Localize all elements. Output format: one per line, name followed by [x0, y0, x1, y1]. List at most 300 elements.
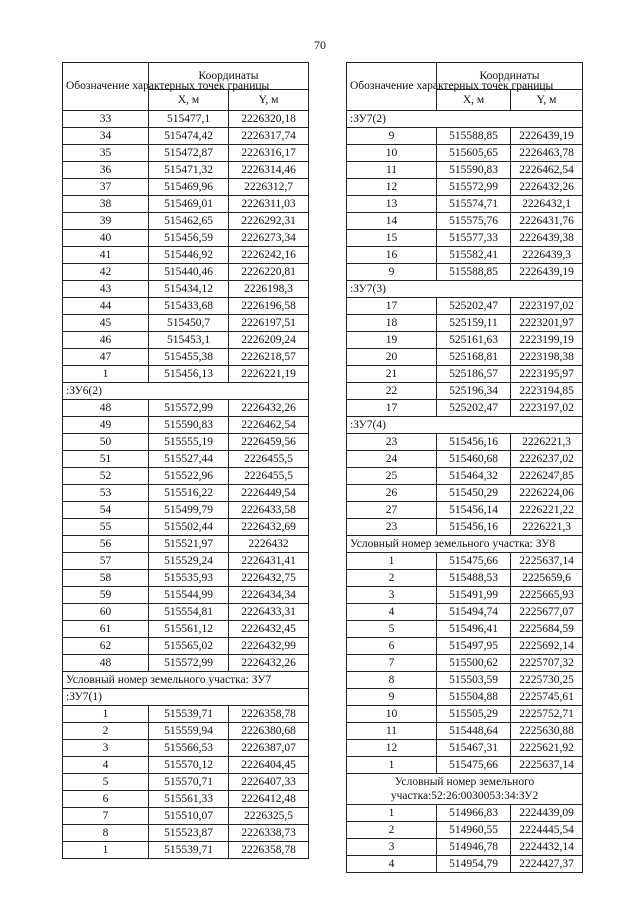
x-coordinate: 514946,78: [437, 839, 511, 856]
x-coordinate: 515500,62: [437, 655, 511, 672]
table-row: [63, 621, 309, 638]
y-coordinate: 2223197,02: [511, 298, 583, 315]
table-body: [63, 111, 309, 859]
y-coordinate: 2225659,6: [511, 570, 583, 587]
point-number: 5: [347, 621, 437, 638]
y-coordinate: 2226209,24: [229, 332, 309, 349]
x-coordinate: 515456,16: [437, 519, 511, 536]
x-coordinate: 515456,13: [149, 366, 229, 383]
y-coordinate: 2226198,3: [229, 281, 309, 298]
point-number: 51: [63, 451, 149, 468]
x-coordinate: 515590,83: [437, 162, 511, 179]
section-label: Условный номер земельного участка: ЗУ8: [347, 536, 583, 553]
table-row: [347, 553, 583, 570]
x-coordinate: 515577,33: [437, 230, 511, 247]
point-number: 34: [63, 128, 149, 145]
x-coordinate: 515491,99: [437, 587, 511, 604]
x-coordinate: 515521,97: [149, 536, 229, 553]
y-coordinate: 2226316,17: [229, 145, 309, 162]
table-row: [347, 349, 583, 366]
x-coordinate: 515505,29: [437, 706, 511, 723]
point-number: 11: [347, 723, 437, 740]
y-coordinate: 2226196,58: [229, 298, 309, 315]
x-coordinate: 515588,85: [437, 128, 511, 145]
section-label: :ЗУ7(4): [347, 417, 583, 434]
x-coordinate: 515590,83: [149, 417, 229, 434]
y-coordinate: 2226387,07: [229, 740, 309, 757]
x-coordinate: 515488,53: [437, 570, 511, 587]
x-coordinate: 525161,63: [437, 332, 511, 349]
x-coordinate: 525196,34: [437, 383, 511, 400]
y-coordinate: 2226431,41: [229, 553, 309, 570]
table-row: [347, 502, 583, 519]
y-coordinate: 2226432,26: [229, 655, 309, 672]
table-row: [63, 502, 309, 519]
y-coordinate: 2226455,5: [229, 451, 309, 468]
y-coordinate: 2225665,93: [511, 587, 583, 604]
y-coordinate: 2226221,19: [229, 366, 309, 383]
y-coordinate: 2226317,74: [229, 128, 309, 145]
x-coordinate: 514966,83: [437, 805, 511, 822]
y-coordinate: 2223201,97: [511, 315, 583, 332]
table-header: [63, 63, 309, 111]
y-coordinate: 2226320,18: [229, 111, 309, 128]
point-number: 2: [347, 822, 437, 839]
table-row: [63, 366, 309, 383]
table-row: [347, 655, 583, 672]
x-coordinate: 515572,99: [437, 179, 511, 196]
x-coordinate: 515605,65: [437, 145, 511, 162]
section-row: [347, 417, 583, 434]
y-coordinate: 2224445,54: [511, 822, 583, 839]
x-coordinate: 515522,96: [149, 468, 229, 485]
y-coordinate: 2226432,26: [511, 179, 583, 196]
point-number: 5: [63, 774, 149, 791]
section-row: [347, 774, 583, 805]
y-coordinate: 2226432,69: [229, 519, 309, 536]
y-coordinate: 2224432,14: [511, 839, 583, 856]
point-number: 53: [63, 485, 149, 502]
x-coordinate: 515497,95: [437, 638, 511, 655]
point-number: 40: [63, 230, 149, 247]
point-number: 21: [347, 366, 437, 383]
point-number: 35: [63, 145, 149, 162]
y-coordinate: 2224427,37: [511, 856, 583, 873]
point-number: 6: [63, 791, 149, 808]
table-row: [63, 604, 309, 621]
y-coordinate: 2226432,1: [511, 196, 583, 213]
x-coordinate: 515565,02: [149, 638, 229, 655]
point-number: 16: [347, 247, 437, 264]
x-coordinate: 514954,79: [437, 856, 511, 873]
y-coordinate: 2226314,46: [229, 162, 309, 179]
table-row: [63, 706, 309, 723]
y-coordinate: 2226439,19: [511, 264, 583, 281]
point-number: 3: [63, 740, 149, 757]
x-coordinate: 515464,32: [437, 468, 511, 485]
x-coordinate: 515499,79: [149, 502, 229, 519]
point-number: 4: [63, 757, 149, 774]
x-coordinate: 515570,12: [149, 757, 229, 774]
table-row: [63, 247, 309, 264]
table-row: [347, 621, 583, 638]
coordinates-table-left: [62, 62, 309, 859]
point-number: 8: [347, 672, 437, 689]
table-row: [347, 587, 583, 604]
y-coordinate: 2226439,3: [511, 247, 583, 264]
point-number: 2: [347, 570, 437, 587]
x-coordinate: 515496,41: [437, 621, 511, 638]
table-row: [63, 315, 309, 332]
y-coordinate: 2226312,7: [229, 179, 309, 196]
table-row: [63, 638, 309, 655]
x-coordinate: 515561,12: [149, 621, 229, 638]
table-row: [63, 162, 309, 179]
table-row: [63, 111, 309, 128]
y-coordinate: 2226221,3: [511, 434, 583, 451]
table-row: [63, 587, 309, 604]
point-number: 13: [347, 196, 437, 213]
table-row: [63, 230, 309, 247]
point-number: 37: [63, 179, 149, 196]
x-coordinate: 515456,59: [149, 230, 229, 247]
x-coordinate: 515462,65: [149, 213, 229, 230]
y-coordinate: 2225621,92: [511, 740, 583, 757]
point-number: 12: [347, 740, 437, 757]
y-coordinate: 2226292,31: [229, 213, 309, 230]
table-row: [347, 196, 583, 213]
point-number: 60: [63, 604, 149, 621]
point-number: 61: [63, 621, 149, 638]
x-header: X, м: [149, 90, 229, 111]
section-row: [347, 111, 583, 128]
table-row: [63, 553, 309, 570]
point-number: 44: [63, 298, 149, 315]
table-row: [63, 825, 309, 842]
table-row: [347, 366, 583, 383]
y-coordinate: 2225752,71: [511, 706, 583, 723]
y-coordinate: 2225730,25: [511, 672, 583, 689]
y-coordinate: 2223195,97: [511, 366, 583, 383]
y-coordinate: 2223199,19: [511, 332, 583, 349]
point-number: 3: [347, 839, 437, 856]
table-row: [63, 434, 309, 451]
table-row: [347, 468, 583, 485]
y-coordinate: 2223198,38: [511, 349, 583, 366]
x-coordinate: 515456,16: [437, 434, 511, 451]
table-row: [347, 805, 583, 822]
point-designation-header: Обозначение характерных точек границы: [347, 63, 437, 111]
point-number: 36: [63, 162, 149, 179]
y-coordinate: 2225707,32: [511, 655, 583, 672]
y-coordinate: 2223194,85: [511, 383, 583, 400]
point-number: 14: [347, 213, 437, 230]
point-number: 39: [63, 213, 149, 230]
table-row: [347, 689, 583, 706]
point-number: 41: [63, 247, 149, 264]
y-coordinate: 2226311,03: [229, 196, 309, 213]
x-coordinate: 515544,99: [149, 587, 229, 604]
point-number: 23: [347, 519, 437, 536]
x-coordinate: 515572,99: [149, 400, 229, 417]
table-row: [63, 723, 309, 740]
y-coordinate: 2225684,59: [511, 621, 583, 638]
table-row: [63, 400, 309, 417]
x-coordinate: 525168,81: [437, 349, 511, 366]
point-number: 59: [63, 587, 149, 604]
y-coordinate: 2226221,3: [511, 519, 583, 536]
x-coordinate: 515434,12: [149, 281, 229, 298]
point-number: 15: [347, 230, 437, 247]
section-row: [63, 383, 309, 400]
point-number: 42: [63, 264, 149, 281]
point-number: 1: [347, 805, 437, 822]
table-row: [347, 706, 583, 723]
table-row: [347, 400, 583, 417]
y-coordinate: 2225637,14: [511, 757, 583, 774]
table-row: [347, 162, 583, 179]
y-coordinate: 2225637,14: [511, 553, 583, 570]
y-coordinate: 2226218,57: [229, 349, 309, 366]
table-row: [347, 672, 583, 689]
x-coordinate: 515453,1: [149, 332, 229, 349]
section-label: :ЗУ7(2): [347, 111, 583, 128]
x-coordinate: 515510,07: [149, 808, 229, 825]
point-number: 45: [63, 315, 149, 332]
x-coordinate: 515475,66: [437, 553, 511, 570]
x-coordinate: 515539,71: [149, 706, 229, 723]
point-number: 2: [63, 723, 149, 740]
point-number: 23: [347, 434, 437, 451]
y-coordinate: 2226439,38: [511, 230, 583, 247]
table-row: [347, 570, 583, 587]
section-label: :ЗУ7(1): [63, 689, 309, 706]
y-coordinate: 2223197,02: [511, 400, 583, 417]
point-number: 47: [63, 349, 149, 366]
y-coordinate: 2226455,5: [229, 468, 309, 485]
y-coordinate: 2226459,56: [229, 434, 309, 451]
x-coordinate: 515570,71: [149, 774, 229, 791]
point-number: 19: [347, 332, 437, 349]
x-coordinate: 515503,59: [437, 672, 511, 689]
y-coordinate: 2224439,09: [511, 805, 583, 822]
point-number: 26: [347, 485, 437, 502]
y-coordinate: 2225692,14: [511, 638, 583, 655]
table-row: [63, 179, 309, 196]
point-number: 1: [63, 706, 149, 723]
table-row: [63, 791, 309, 808]
table-header: [347, 63, 583, 111]
y-coordinate: 2226237,02: [511, 451, 583, 468]
point-number: 52: [63, 468, 149, 485]
table-row: [63, 740, 309, 757]
y-coordinate: 2226432,75: [229, 570, 309, 587]
x-coordinate: 515469,96: [149, 179, 229, 196]
table-row: [347, 128, 583, 145]
point-number: 9: [347, 128, 437, 145]
point-number: 58: [63, 570, 149, 587]
y-coordinate: 2226404,45: [229, 757, 309, 774]
y-header: Y, м: [511, 90, 583, 111]
y-coordinate: 2226247,85: [511, 468, 583, 485]
table-row: [63, 842, 309, 859]
y-coordinate: 2225630,88: [511, 723, 583, 740]
y-coordinate: 2226449,54: [229, 485, 309, 502]
x-coordinate: 515559,94: [149, 723, 229, 740]
table-row: [63, 213, 309, 230]
x-coordinate: 515529,24: [149, 553, 229, 570]
x-coordinate: 515494,74: [437, 604, 511, 621]
table-row: [63, 196, 309, 213]
table-row: [347, 822, 583, 839]
section-row: [347, 281, 583, 298]
point-number: 48: [63, 655, 149, 672]
x-coordinate: 525202,47: [437, 298, 511, 315]
table-row: [63, 536, 309, 553]
y-coordinate: 2226273,34: [229, 230, 309, 247]
point-number: 3: [347, 587, 437, 604]
table-row: [347, 383, 583, 400]
table-row: [347, 638, 583, 655]
y-coordinate: 2226358,78: [229, 842, 309, 859]
point-number: 46: [63, 332, 149, 349]
coordinates-header: Координаты: [149, 63, 309, 90]
point-number: 20: [347, 349, 437, 366]
x-coordinate: 515572,99: [149, 655, 229, 672]
y-coordinate: 2226242,16: [229, 247, 309, 264]
y-coordinate: 2226224,06: [511, 485, 583, 502]
table-row: [63, 519, 309, 536]
table-row: [63, 349, 309, 366]
table-row: [63, 468, 309, 485]
y-coordinate: 2226439,19: [511, 128, 583, 145]
x-coordinate: 515450,29: [437, 485, 511, 502]
x-coordinate: 515472,87: [149, 145, 229, 162]
table-row: [347, 264, 583, 281]
x-coordinate: 515504,88: [437, 689, 511, 706]
table-row: [63, 757, 309, 774]
x-coordinate: 515516,22: [149, 485, 229, 502]
point-number: 4: [347, 604, 437, 621]
point-number: 62: [63, 638, 149, 655]
table-row: [347, 839, 583, 856]
x-coordinate: 515475,66: [437, 757, 511, 774]
x-coordinate: 515502,44: [149, 519, 229, 536]
point-number: 17: [347, 298, 437, 315]
x-coordinate: 515471,32: [149, 162, 229, 179]
table-row: [63, 485, 309, 502]
section-label: :ЗУ6(2): [63, 383, 309, 400]
table-row: [347, 315, 583, 332]
table-row: [63, 774, 309, 791]
table-row: [347, 332, 583, 349]
section-label: :ЗУ7(3): [347, 281, 583, 298]
y-coordinate: 2226431,76: [511, 213, 583, 230]
point-number: 10: [347, 145, 437, 162]
coordinates-table-right: [346, 62, 583, 873]
table-row: [347, 740, 583, 757]
y-coordinate: 2226358,78: [229, 706, 309, 723]
y-coordinate: 2226432,26: [229, 400, 309, 417]
x-coordinate: 515440,46: [149, 264, 229, 281]
point-number: 1: [63, 366, 149, 383]
point-number: 9: [347, 689, 437, 706]
table-row: [63, 281, 309, 298]
table-row: [63, 655, 309, 672]
table-row: [347, 213, 583, 230]
x-header: X, м: [437, 90, 511, 111]
y-coordinate: 2226338,73: [229, 825, 309, 842]
point-number: 22: [347, 383, 437, 400]
y-coordinate: 2226433,31: [229, 604, 309, 621]
x-coordinate: 515433,68: [149, 298, 229, 315]
x-coordinate: 515523,87: [149, 825, 229, 842]
x-coordinate: 525186,57: [437, 366, 511, 383]
section-row: [63, 689, 309, 706]
y-header: Y, м: [229, 90, 309, 111]
table-row: [347, 434, 583, 451]
point-number: 1: [63, 842, 149, 859]
point-number: 57: [63, 553, 149, 570]
x-coordinate: 515450,7: [149, 315, 229, 332]
point-designation-header: Обозначение характерных точек границы: [63, 63, 149, 111]
x-coordinate: 525202,47: [437, 400, 511, 417]
x-coordinate: 515448,64: [437, 723, 511, 740]
y-coordinate: 2226380,68: [229, 723, 309, 740]
section-row: [347, 536, 583, 553]
table-row: [347, 519, 583, 536]
coordinates-header: Координаты: [437, 63, 583, 90]
y-coordinate: 2225677,07: [511, 604, 583, 621]
point-number: 11: [347, 162, 437, 179]
table-row: [63, 417, 309, 434]
point-number: 27: [347, 502, 437, 519]
point-number: 50: [63, 434, 149, 451]
page-number: 70: [314, 38, 326, 52]
x-coordinate: 515460,68: [437, 451, 511, 468]
table-row: [347, 298, 583, 315]
point-number: 43: [63, 281, 149, 298]
table-row: [63, 128, 309, 145]
x-coordinate: 515574,71: [437, 196, 511, 213]
x-coordinate: 515446,92: [149, 247, 229, 264]
table-row: [63, 332, 309, 349]
y-coordinate: 2226407,33: [229, 774, 309, 791]
section-row: [63, 672, 309, 689]
y-coordinate: 2226197,51: [229, 315, 309, 332]
y-coordinate: 2226434,34: [229, 587, 309, 604]
point-number: 18: [347, 315, 437, 332]
table-row: [63, 145, 309, 162]
y-coordinate: 2226432,99: [229, 638, 309, 655]
table-row: [63, 570, 309, 587]
x-coordinate: 515561,33: [149, 791, 229, 808]
x-coordinate: 515535,93: [149, 570, 229, 587]
x-coordinate: 515469,01: [149, 196, 229, 213]
x-coordinate: 515527,44: [149, 451, 229, 468]
x-coordinate: 515566,53: [149, 740, 229, 757]
table-row: [347, 179, 583, 196]
x-coordinate: 515455,38: [149, 349, 229, 366]
point-number: 33: [63, 111, 149, 128]
x-coordinate: 515582,41: [437, 247, 511, 264]
point-number: 10: [347, 706, 437, 723]
table-row: [347, 230, 583, 247]
x-coordinate: 515588,85: [437, 264, 511, 281]
point-number: 25: [347, 468, 437, 485]
point-number: 55: [63, 519, 149, 536]
table-row: [63, 451, 309, 468]
